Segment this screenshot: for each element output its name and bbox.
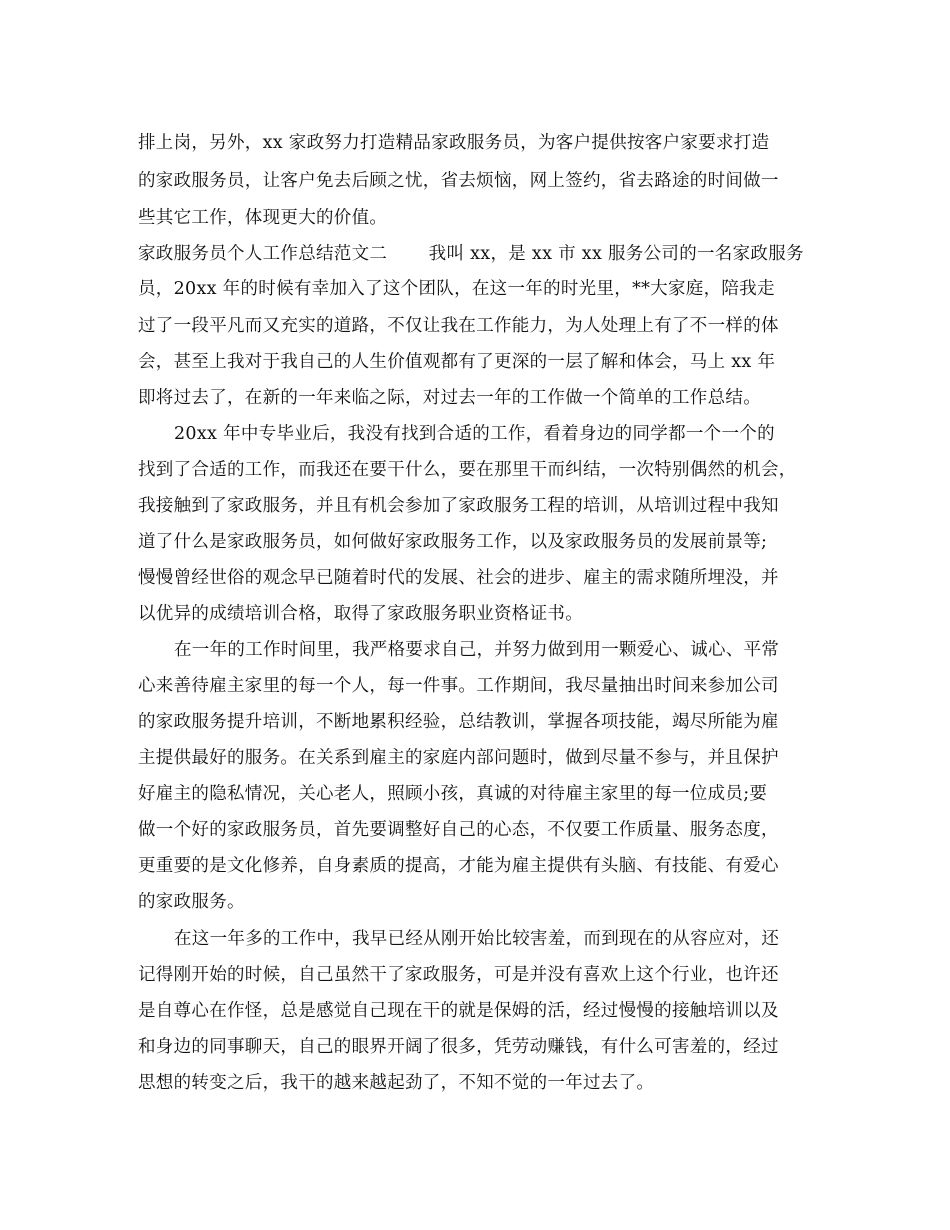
text-line: 慢慢曾经世俗的观念早已随着时代的发展、社会的进步、雇主的需求随所埋没，并 bbox=[138, 568, 779, 588]
text-line: 过了一段平凡而又充实的道路，不仅让我在工作能力，为人处理上有了不一样的体 bbox=[138, 316, 779, 336]
text-line: 我接触到了家政服务，并且有机会参加了家政服务工程的培训，从培训过程中我知 bbox=[138, 496, 779, 516]
paragraph-first-line: 在这一年多的工作中，我早已经从刚开始比较害羞，而到现在的从容应对，还 bbox=[174, 929, 780, 949]
text-line: 记得刚开始的时候，自己虽然干了家政服务，可是并没有喜欢上这个行业，也许还 bbox=[138, 965, 779, 985]
text-line: 以优异的成绩培训合格，取得了家政服务职业资格证书。 bbox=[138, 604, 583, 624]
paragraph-first-line: 在一年的工作时间里，我严格要求自己，并努力做到用一颗爱心、诚心、平常 bbox=[174, 640, 780, 660]
text-line: 思想的转变之后，我干的越来越起劲了，不知不觉的一年过去了。 bbox=[138, 1073, 655, 1093]
text-line: 找到了合适的工作，而我还在要干什么，要在那里干而纠结，一次特别偶然的机会， bbox=[138, 460, 797, 480]
text-line: 的家政服务提升培训，不断地累积经验，总结教训，掌握各项技能，竭尽所能为雇 bbox=[138, 712, 779, 732]
text-line: 家政服务员个人工作总结范文二 我叫 xx，是 xx 市 xx 服务公司的一名家政服务 bbox=[138, 244, 804, 264]
text-line: 会，甚至上我对于我自己的人生价值观都有了更深的一层了解和体会，马上 xx 年 bbox=[138, 352, 776, 372]
text-line: 的家政服务员，让客户免去后顾之忧，省去烦恼，网上签约，省去路途的时间做一 bbox=[138, 171, 779, 191]
text-line: 即将过去了，在新的一年来临之际，对过去一年的工作做一个简单的工作总结。 bbox=[138, 388, 761, 408]
text-line: 主提供最好的服务。在关系到雇主的家庭内部问题时，做到尽量不参与，并且保护 bbox=[138, 748, 779, 768]
text-line: 道了什么是家政服务员，如何做好家政服务工作，以及家政服务员的发展前景等; bbox=[138, 532, 768, 552]
text-line: 排上岗，另外，xx 家政努力打造精品家政服务员，为客户提供按客户家要求打造 bbox=[138, 133, 770, 153]
text-line: 些其它工作，体现更大的价值。 bbox=[138, 208, 388, 228]
text-line: 好雇主的隐私情况，关心老人，照顾小孩，真诚的对待雇主家里的每一位成员;要 bbox=[138, 784, 768, 804]
text-line: 更重要的是文化修养，自身素质的提高，才能为雇主提供有头脑、有技能、有爱心 bbox=[138, 856, 779, 876]
paragraph-first-line: 20xx 年中专毕业后，我没有找到合适的工作，看着身边的同学都一个一个的 bbox=[174, 424, 775, 444]
text-line: 员，20xx 年的时候有幸加入了这个团队，在这一年的时光里，**大家庭，陪我走 bbox=[138, 279, 775, 299]
text-line: 的家政服务。 bbox=[138, 892, 245, 912]
text-line: 是自尊心在作怪，总是感觉自己现在干的就是保姆的活，经过慢慢的接触培训以及 bbox=[138, 1001, 779, 1021]
text-line: 心来善待雇主家里的每一个人，每一件事。工作期间，我尽量抽出时间来参加公司 bbox=[138, 676, 779, 696]
text-line: 做一个好的家政服务员，首先要调整好自己的心态，不仅要工作质量、服务态度， bbox=[138, 820, 779, 840]
text-line: 和身边的同事聊天，自己的眼界开阔了很多，凭劳动赚钱，有什么可害羞的，经过 bbox=[138, 1037, 779, 1057]
